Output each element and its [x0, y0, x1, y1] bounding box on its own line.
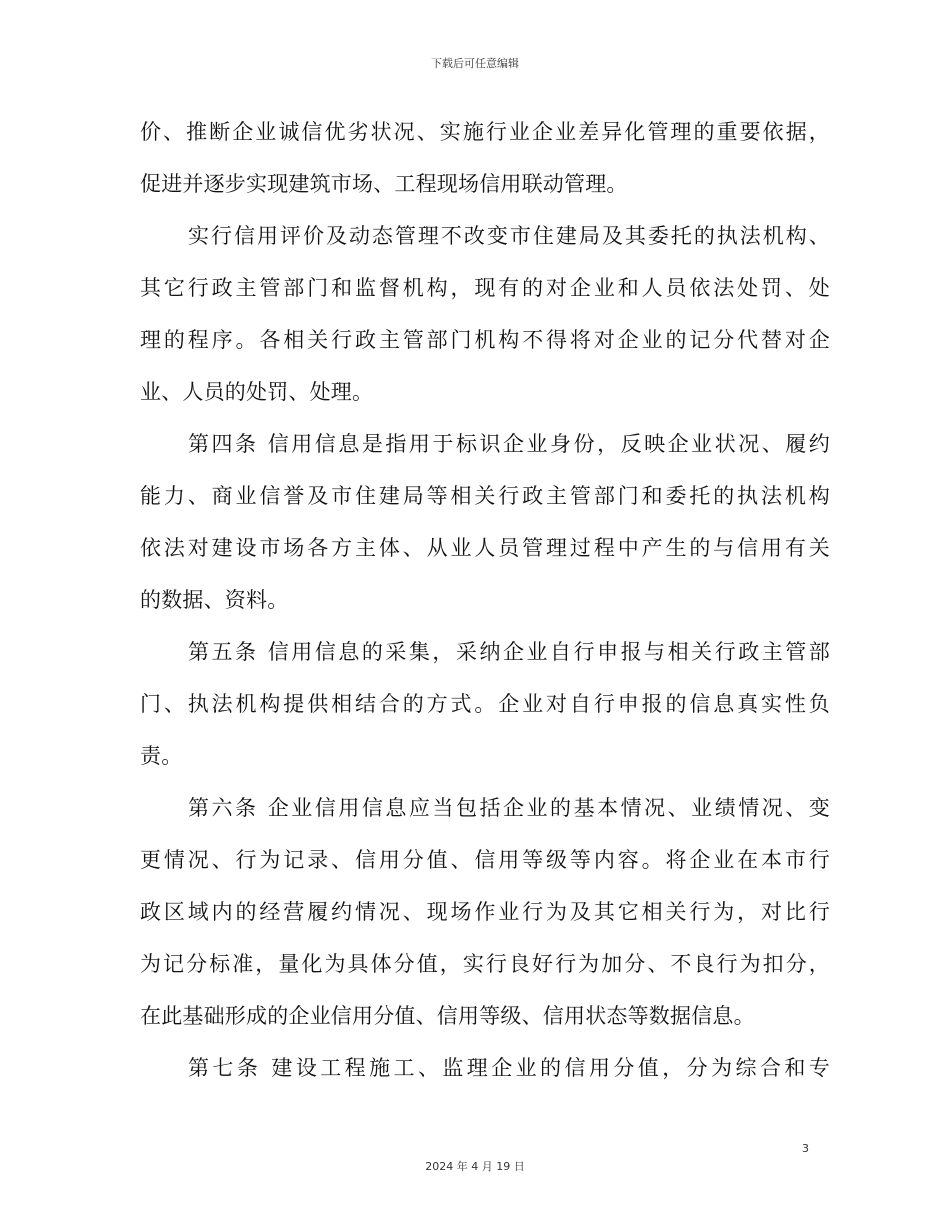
- body-text-line: 责。: [140, 744, 183, 768]
- body-text-line: 第五条 信用信息的采集，采纳企业自行申报与相关行政主管部: [188, 640, 830, 664]
- body-text-line: 促进并逐步实现建筑市场、工程现场信用联动管理。: [140, 172, 628, 196]
- body-text-line: 政区域内的经营履约情况、现场作业行为及其它相关行为，对比行: [140, 900, 830, 924]
- body-text-line: 在此基础形成的企业信用分值、信用等级、信用状态等数据信息。: [140, 1004, 755, 1028]
- page-header: 下载后可任意编辑: [431, 57, 519, 70]
- body-text-line: 业、人员的处罚、处理。: [140, 380, 374, 404]
- body-text-line: 为记分标准，量化为具体分值，实行良好行为加分、不良行为扣分，: [140, 952, 830, 976]
- document-body: [140, 106, 830, 1094]
- page-footer-date: 2024 年 4 月 19 日: [425, 1160, 525, 1173]
- body-text-line: 依法对建设市场各方主体、从业人员管理过程中产生的与信用有关: [140, 536, 830, 560]
- body-text-line: 第四条 信用信息是指用于标识企业身份，反映企业状况、履约: [188, 432, 830, 456]
- body-text-line: 理的程序。各相关行政主管部门机构不得将对企业的记分代替对企: [140, 328, 830, 352]
- body-text-line: 能力、商业信誉及市住建局等相关行政主管部门和委托的执法机构: [140, 484, 830, 508]
- body-text-line: 实行信用评价及动态管理不改变市住建局及其委托的执法机构、: [188, 224, 830, 248]
- body-text-line: 价、推断企业诚信优劣状况、实施行业企业差异化管理的重要依据，: [140, 120, 830, 144]
- body-text-line: 的数据、资料。: [140, 588, 289, 612]
- body-text-line: 其它行政主管部门和监督机构，现有的对企业和人员依法处罚、处: [140, 276, 830, 300]
- page-number: 3: [802, 1142, 809, 1155]
- body-text-line: 第七条 建设工程施工、监理企业的信用分值，分为综合和专: [188, 1056, 830, 1080]
- body-text-line: 第六条 企业信用信息应当包括企业的基本情况、业绩情况、变: [188, 796, 830, 820]
- body-text-line: 更情况、行为记录、信用分值、信用等级等内容。将企业在本市行: [140, 848, 830, 872]
- body-text-line: 门、执法机构提供相结合的方式。企业对自行申报的信息真实性负: [140, 692, 830, 716]
